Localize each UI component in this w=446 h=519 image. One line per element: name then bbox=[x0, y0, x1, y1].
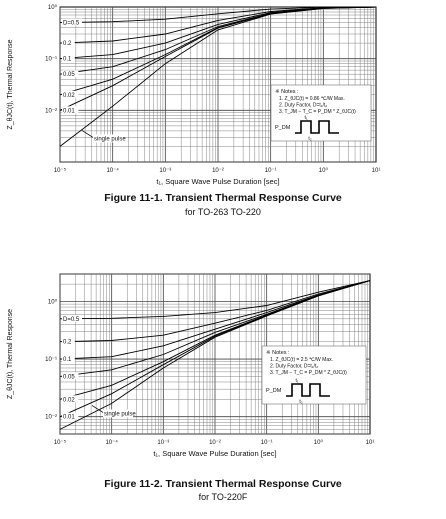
series-label: 0.02 bbox=[63, 92, 75, 99]
series-label: D=0.5 bbox=[63, 20, 80, 27]
x-tick-label: 10⁻⁴ bbox=[106, 168, 119, 174]
y-tick-label: 10⁻² bbox=[45, 414, 57, 421]
series-label: 0.01 bbox=[63, 108, 75, 115]
figure-11-2 bbox=[0, 262, 446, 519]
notes-header: ※ Notes : bbox=[275, 89, 299, 95]
notes-box bbox=[271, 85, 371, 142]
series-label: D=0.5 bbox=[63, 316, 80, 323]
series-label-single-pulse: single pulse bbox=[94, 136, 126, 143]
x-axis-label: t₁, Square Wave Pulse Duration [sec] bbox=[156, 177, 280, 186]
figure-11-1-subtitle: for TO-263 TO-220 bbox=[185, 207, 261, 217]
x-tick-label: 10⁻⁵ bbox=[53, 440, 67, 446]
x-tick-label: 10⁻⁵ bbox=[53, 168, 67, 174]
series-label: 0.2 bbox=[63, 41, 72, 48]
t1-label: t₁ bbox=[304, 115, 308, 121]
x-tick-label: 10⁻³ bbox=[159, 168, 172, 174]
notes-line: 2. Duty Factor, D=t₁/t₂ bbox=[279, 102, 328, 109]
x-tick-label: 10⁻⁴ bbox=[105, 440, 118, 446]
y-axis-label: Z_θJC(t), Thermal Response bbox=[7, 308, 14, 400]
t2-label: t₂ bbox=[308, 136, 312, 142]
series-label: 0.05 bbox=[63, 72, 75, 79]
notes-line: 3. T_JM − T_C = P_DM * Z_θJC(t) bbox=[270, 370, 347, 376]
series-label: 0.01 bbox=[63, 414, 75, 421]
notes-line: 3. T_JM − T_C = P_DM * Z_θJC(t) bbox=[279, 109, 356, 115]
x-axis-label: t₁, Square Wave Pulse Duration [sec] bbox=[153, 449, 277, 458]
figure-11-2-subtitle: for TO-220F bbox=[198, 492, 248, 502]
series-label: 0.2 bbox=[63, 339, 72, 346]
figure-11-2-title: Figure 11-2. Transient Thermal Response Curve bbox=[104, 478, 342, 490]
chart-11-1 bbox=[0, 0, 446, 190]
x-tick-label: 10⁻¹ bbox=[264, 168, 277, 174]
notes-line: 2. Duty Factor, D=t₁/t₂ bbox=[270, 363, 319, 370]
x-tick-label: 10⁻³ bbox=[157, 440, 170, 446]
series-label: 0.05 bbox=[63, 374, 75, 381]
y-tick-label: 10⁻¹ bbox=[45, 56, 57, 63]
x-tick-label: 10¹ bbox=[365, 440, 375, 446]
notes-header: ※ Notes : bbox=[266, 350, 290, 356]
y-tick-label: 10⁰ bbox=[47, 5, 57, 11]
figure-11-1-title: Figure 11-1. Transient Thermal Response Curve bbox=[104, 192, 342, 204]
y-axis-label: Z_θJC(t), Thermal Response bbox=[7, 39, 14, 130]
notes-box bbox=[262, 346, 366, 405]
chart-11-2 bbox=[0, 262, 446, 474]
x-tick-label: 10¹ bbox=[371, 168, 381, 174]
x-tick-label: 10⁻² bbox=[212, 168, 224, 174]
pdm-label: P_DM bbox=[266, 388, 282, 394]
series-label-single-pulse: single pulse bbox=[104, 411, 136, 418]
series-label: 0.1 bbox=[63, 357, 72, 364]
y-tick-label: 10⁻¹ bbox=[45, 357, 57, 364]
notes-line: 1. Z_θJC(t) = 2.5 ℃/W Max. bbox=[270, 357, 333, 363]
pdm-label: P_DM bbox=[275, 125, 291, 131]
notes-line: 1. Z_θJC(t) = 0.86 ℃/W Max. bbox=[279, 96, 345, 102]
t1-label: t₁ bbox=[295, 378, 299, 384]
series-label: 0.02 bbox=[63, 397, 75, 404]
y-tick-label: 10⁻² bbox=[45, 108, 57, 115]
t2-label: t₂ bbox=[299, 399, 303, 405]
y-tick-label: 10⁰ bbox=[47, 299, 57, 306]
x-tick-label: 10⁰ bbox=[318, 168, 328, 174]
series-label: 0.1 bbox=[63, 56, 72, 63]
figure-11-1 bbox=[0, 0, 446, 250]
x-tick-label: 10⁻² bbox=[209, 440, 221, 446]
x-tick-label: 10⁰ bbox=[313, 440, 323, 446]
x-tick-label: 10⁻¹ bbox=[260, 440, 273, 446]
